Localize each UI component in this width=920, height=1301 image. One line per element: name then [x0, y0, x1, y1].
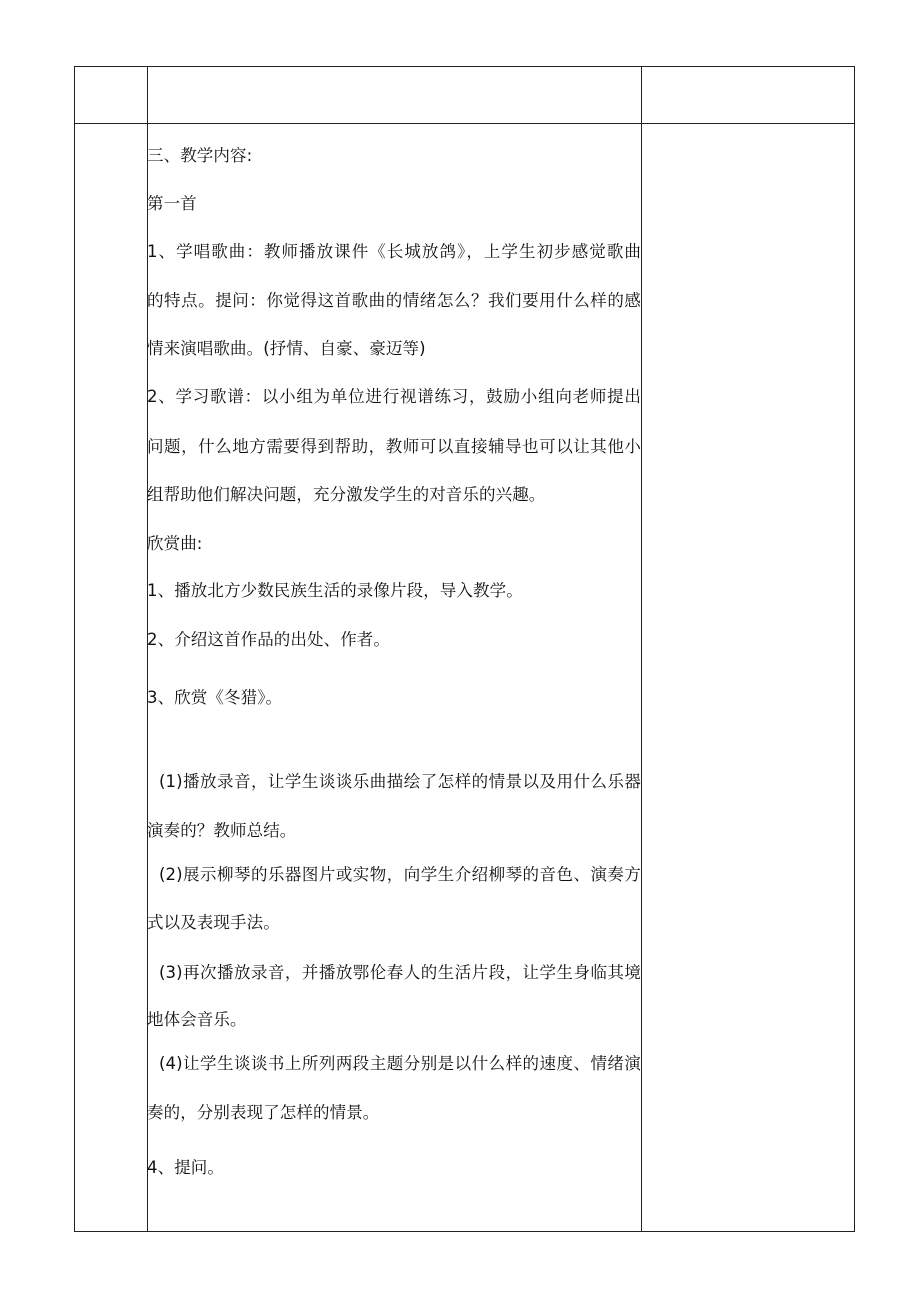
teaching-content-cell	[147, 0, 641, 1301]
section-heading: 三、教学内容:	[147, 146, 253, 165]
content-line: 的特点。提问：你觉得这首歌曲的情绪怎么？我们要用什么样的感	[147, 291, 641, 310]
content-line: (3)再次播放录音，并播放鄂伦春人的生活片段，让学生身临其境	[159, 963, 641, 982]
content-line: 1、学唱歌曲：教师播放课件《长城放鸽》，上学生初步感觉歌曲	[147, 242, 641, 261]
content-line: (2)展示柳琴的乐器图片或实物，向学生介绍柳琴的音色、演奏方	[159, 865, 641, 884]
column-divider-right	[641, 67, 642, 1231]
subheading-appreciation: 欣赏曲:	[147, 534, 203, 553]
content-line: 2、介绍这首作品的出处、作者。	[147, 630, 390, 649]
content-line: 情来演唱歌曲。(抒情、自豪、豪迈等)	[147, 339, 426, 358]
content-line: 2、学习歌谱：以小组为单位进行视谱练习，鼓励小组向老师提出	[147, 387, 641, 406]
content-line: (4)让学生谈谈书上所列两段主题分别是以什么样的速度、情绪演	[159, 1054, 641, 1073]
content-line: 3、欣赏《冬猎》。	[147, 688, 283, 707]
content-line: 演奏的？教师总结。	[147, 821, 297, 840]
content-line: (1)播放录音，让学生谈谈乐曲描绘了怎样的情景以及用什么乐器	[159, 772, 641, 791]
content-line: 地体会音乐。	[147, 1010, 247, 1029]
content-line: 问题，什么地方需要得到帮助，教师可以直接辅导也可以让其他小	[147, 437, 641, 456]
content-line: 奏的，分别表现了怎样的情景。	[147, 1103, 380, 1122]
content-line: 1、播放北方少数民族生活的录像片段，导入教学。	[147, 581, 523, 600]
content-line: 式以及表现手法。	[147, 913, 280, 932]
subheading-first-song: 第一首	[147, 194, 197, 213]
content-line: 组帮助他们解决问题，充分激发学生的对音乐的兴趣。	[147, 485, 546, 504]
content-line: 4、提问。	[147, 1158, 224, 1177]
